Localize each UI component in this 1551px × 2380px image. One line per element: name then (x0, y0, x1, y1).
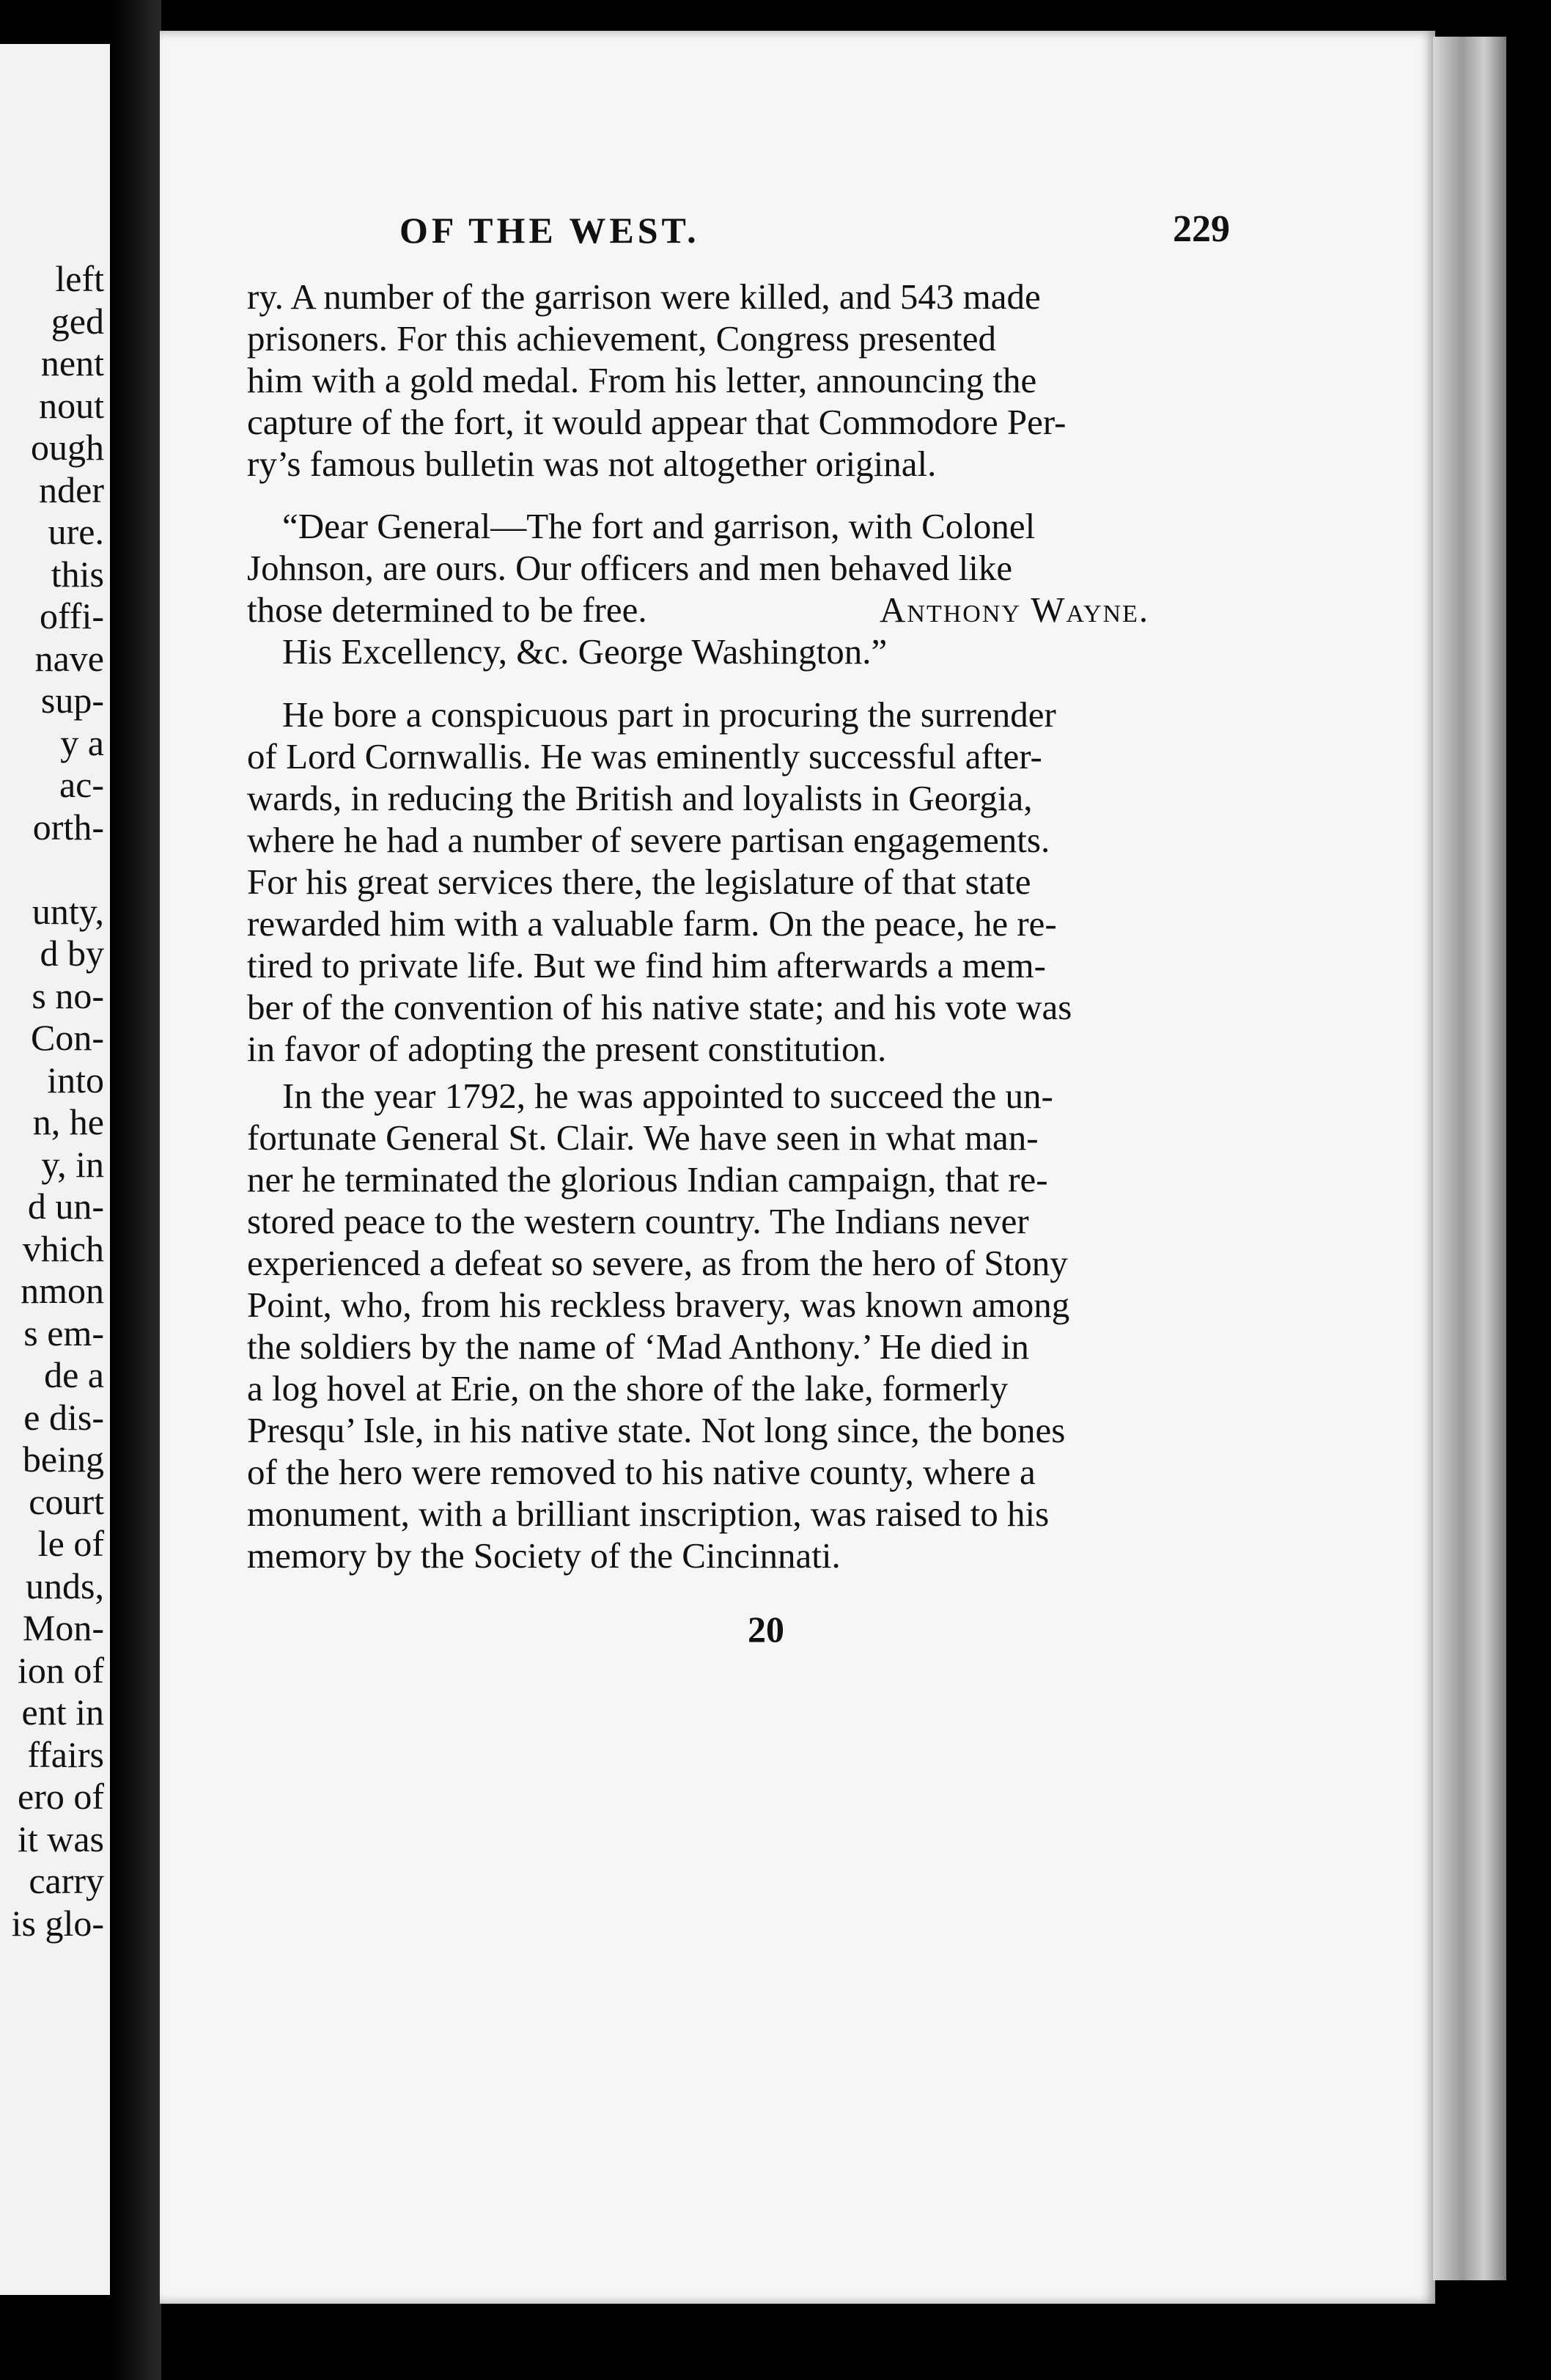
text-line: fortunate General St. Clair. We have seen in what man- (247, 1117, 1039, 1158)
text-line: stored peace to the western country. The Indians never (247, 1201, 1029, 1241)
text-line: Presqu’ Isle, in his native state. Not long since, the bones (247, 1410, 1066, 1450)
facing-page-text-fragment: court (29, 1480, 104, 1522)
facing-page-text-fragment: y, in (41, 1143, 104, 1185)
facing-page-text-fragment: carry (29, 1860, 104, 1901)
facing-page-text-fragment: ure. (48, 511, 104, 552)
running-head: OF THE WEST. (399, 210, 700, 251)
facing-page-text-fragment: it was (17, 1818, 104, 1859)
facing-page-text-fragment: y a (60, 721, 104, 763)
text-line: He bore a conspicuous part in procuring the surrender (282, 694, 1056, 735)
facing-page-text-fragment: ero of (18, 1776, 104, 1817)
text-line: His Excellency, &c. George Washington.” (282, 631, 888, 672)
facing-page-text-fragment: sup- (40, 680, 104, 721)
text-line: memory by the Society of the Cincinnati. (247, 1535, 841, 1576)
facing-page-text-fragment: ent in (21, 1692, 104, 1733)
facing-page-text-fragment: e dis- (23, 1396, 104, 1438)
text-line: him with a gold medal. From his letter, announcing the (247, 360, 1037, 400)
text-line: Johnson, are ours. Our officers and men behaved like (247, 548, 1013, 588)
text-line: a log hovel at Erie, on the shore of the lake, formerly (247, 1368, 1009, 1408)
facing-page-text-fragment: d un- (27, 1186, 104, 1227)
text-line: those determined to be free. (247, 590, 647, 630)
text-line: rewarded him with a valuable farm. On the peace, he re- (247, 903, 1057, 944)
text-line: “Dear General—The fort and garrison, with Colonel (282, 506, 1036, 546)
text-line: In the year 1792, he was appointed to succeed the un- (282, 1076, 1053, 1116)
book-gutter (110, 0, 161, 2380)
facing-page-fragment (0, 44, 110, 2295)
facing-page-text-fragment: being (22, 1439, 104, 1480)
facing-page-text-fragment: Mon- (22, 1607, 104, 1648)
facing-page-text-fragment: nent (40, 342, 104, 383)
page-number: 229 (1173, 208, 1230, 250)
facing-page-text-fragment: ged (51, 300, 104, 342)
text-line: ner he terminated the glorious Indian campaign, that re- (247, 1159, 1048, 1200)
text-line: of Lord Cornwallis. He was eminently successful after- (247, 736, 1042, 776)
text-line: ry. A number of the garrison were killed, and 543 made (247, 276, 1041, 317)
text-line: experienced a defeat so severe, as from the hero of Stony (247, 1243, 1068, 1283)
facing-page-text-fragment: ffairs (27, 1733, 104, 1775)
facing-page-text-fragment: n, he (32, 1101, 104, 1142)
facing-page-text-fragment: s em- (23, 1312, 104, 1354)
text-line: monument, with a brilliant inscription, was raised to his (247, 1494, 1050, 1534)
text-line: ry’s famous bulletin was not altogether original. (247, 444, 937, 484)
text-line: ber of the convention of his native state; and his vote was (247, 987, 1072, 1027)
facing-page-text-fragment: de a (44, 1354, 104, 1395)
facing-page-text-fragment: orth- (32, 806, 104, 848)
facing-page-text-fragment: unty, (32, 890, 104, 932)
text-line: in favor of adopting the present constitution. (247, 1029, 887, 1069)
text-line: Point, who, from his reckless bravery, was known among (247, 1285, 1070, 1325)
facing-page-text-fragment: nder (39, 469, 104, 510)
facing-page-text-fragment: nmon (21, 1270, 104, 1311)
facing-page-text-fragment: unds, (26, 1565, 104, 1606)
facing-page-text-fragment: nout (39, 384, 104, 426)
facing-page-text-fragment: vhich (22, 1227, 104, 1269)
facing-page-text-fragment: left (55, 258, 104, 299)
facing-page-text-fragment: ac- (59, 764, 104, 805)
facing-page-text-fragment: d by (40, 933, 104, 974)
facing-page-text-fragment: le of (37, 1523, 104, 1564)
text-line: For his great services there, the legislature of that state (247, 862, 1031, 902)
facing-page-text-fragment: Con- (31, 1017, 104, 1058)
facing-page-text-fragment: offi- (40, 595, 104, 636)
facing-page-text-fragment: this (51, 553, 104, 595)
text-line: capture of the fort, it would appear that Commodore Per- (247, 402, 1066, 442)
text-line: tired to private life. But we find him afterwards a mem- (247, 945, 1046, 985)
letter-signature: Anthony Wayne. (880, 590, 1150, 630)
text-line: prisoners. For this achievement, Congress presented (247, 318, 996, 359)
page-edge (1433, 37, 1506, 2280)
text-line: the soldiers by the name of ‘Mad Anthony.’ He died in (247, 1326, 1029, 1367)
text-line: where he had a number of severe partisan engagements. (247, 820, 1050, 860)
facing-page-text-fragment: into (47, 1059, 104, 1101)
facing-page-text-fragment: ion of (17, 1649, 104, 1691)
facing-page-text-fragment: ough (31, 427, 104, 468)
text-line: wards, in reducing the British and loyalists in Georgia, (247, 778, 1033, 818)
facing-page-text-fragment: is glo- (11, 1902, 104, 1944)
facing-page-text-fragment: nave (34, 637, 104, 679)
facing-page-text-fragment: s no- (32, 974, 104, 1016)
signature-mark: 20 (748, 1609, 784, 1650)
text-line: of the hero were removed to his native county, where a (247, 1452, 1036, 1492)
